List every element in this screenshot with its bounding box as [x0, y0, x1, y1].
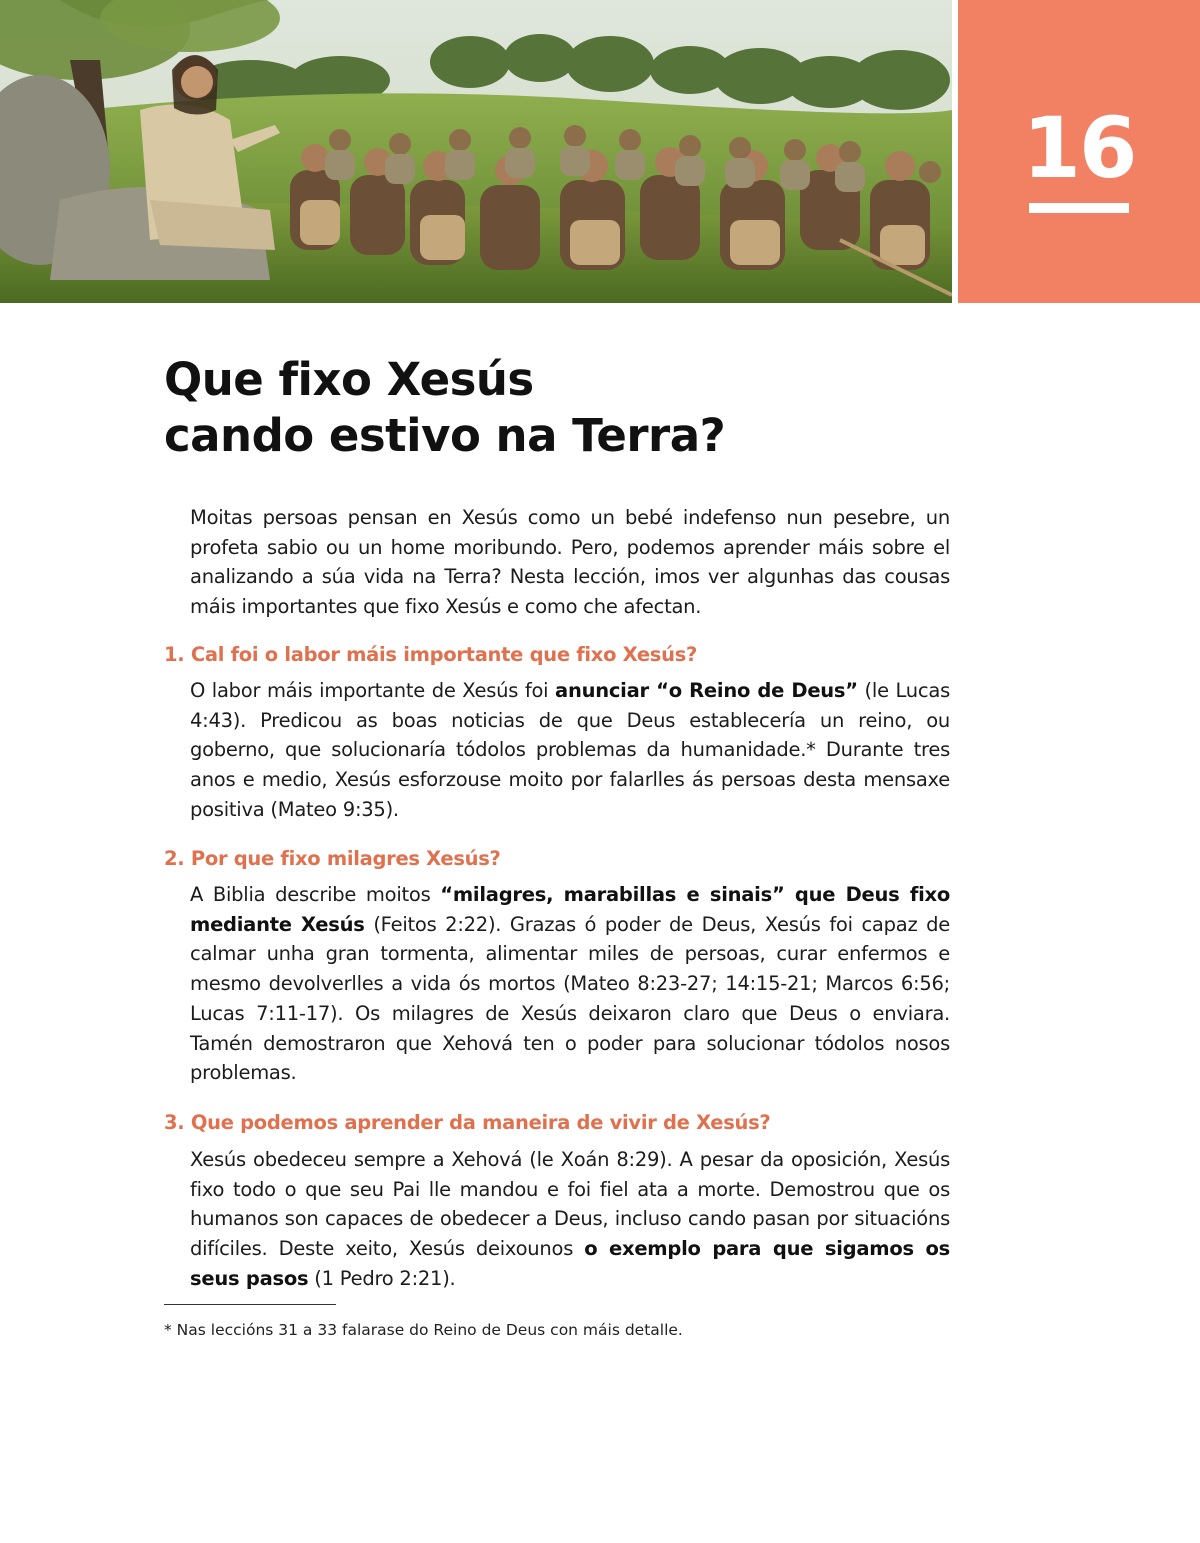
section-3-text-b: (1 Pedro 2:21).: [308, 1266, 456, 1290]
section-3-paragraph: [190, 1145, 950, 1294]
page-title-line-1: Que fixo Xesús: [164, 353, 534, 406]
page-title-line-2: cando estivo na Terra?: [164, 409, 726, 462]
section-3-emphasis: o exemplo para que sigamos os seus pasos: [190, 1237, 951, 1290]
section-2-emphasis: “milagres, marabillas e sinais” que Deus fixo mediante Xesús: [190, 883, 950, 936]
intro-paragraph: Moitas persoas pensan en Xesús como un bebé indefenso nun pesebre, un profeta sabio ou un home moribundo. Pero, podemos aprender máis sobre el analizando a súa vida na Terra? Nesta lección, imos ver algunhas das cousas máis importantes que fixo Xesús e como che afectan.: [190, 506, 950, 619]
section-1-paragraph: [190, 676, 950, 825]
question-2-heading: 2. Por que fixo milagres Xesús?: [164, 847, 501, 870]
lesson-number: 16: [1022, 99, 1136, 197]
page-title: [164, 352, 964, 464]
section-2-text-a: A Biblia describe moitos: [190, 883, 441, 906]
hero-illustration: [0, 0, 952, 303]
question-1-heading: 1. Cal foi o labor máis importante que fixo Xesús?: [164, 643, 698, 666]
lesson-number-underline: [1029, 203, 1129, 213]
section-2-text-b: (Feitos 2:22). Grazas ó poder de Deus, Xesús foi capaz de calmar unha gran tormenta, alimentar miles de persoas, curar enfermos e mesmo devolverlles a vida ós mortos (Mateo 8:23-27; 14:15-21; Marcos 6:56; Lucas 7:11-17). Os milagres de Xesús deixaron claro que Deus o enviara. Tamén demostraron que Xehová ten o poder para solucionar tódolos nosos problemas.: [190, 912, 950, 1085]
footnote: * Nas leccións 31 a 33 falarase do Reino de Deus con máis detalle.: [164, 1321, 683, 1339]
section-3-text-a: Xesús obedeceu sempre a Xehová (le Xoán 8:29). A pesar da oposición, Xesús fixo todo o que seu Pai lle mandou e foi fiel ata a morte. Demostrou que os humanos son capaces de obedecer a Deus, incluso cando pasan por situacións difíciles. Deste xeito, Xesús deixounos: [190, 1148, 950, 1261]
section-1-text-b: (le Lucas 4:43). Predicou as boas noticias de que Deus establecería un reino, ou goberno, que solucionaría tódolos problemas da humanidade.* Durante tres anos e medio, Xesús esforzouse moito por falarlles ás persoas desta mensaxe positiva (Mateo 9:35).: [190, 679, 950, 821]
question-3-heading: 3. Que podemos aprender da maneira de vivir de Xesús?: [164, 1111, 771, 1134]
lesson-number-box: [958, 0, 1200, 303]
section-2-paragraph: [190, 880, 950, 1088]
footnote-divider: [164, 1304, 336, 1305]
section-1-emphasis: anunciar “o Reino de Deus”: [555, 679, 858, 702]
section-1-text-a: O labor máis importante de Xesús foi: [190, 679, 556, 702]
